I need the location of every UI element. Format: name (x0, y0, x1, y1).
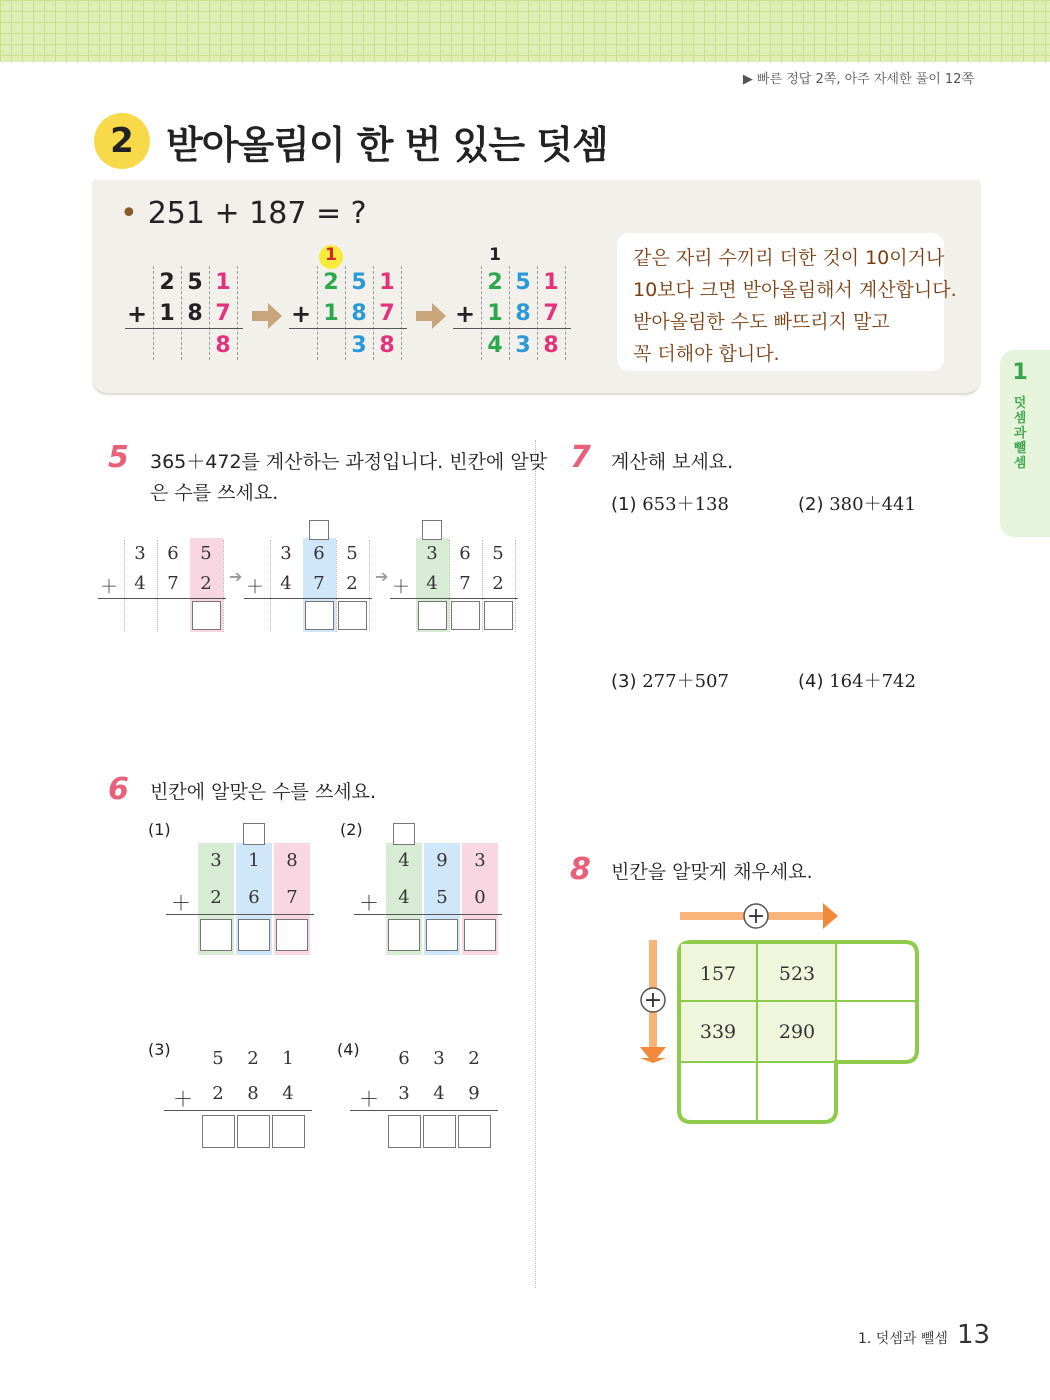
addend-digit: 1 (379, 270, 395, 295)
answer-box[interactable] (451, 601, 480, 630)
column-separator (565, 266, 566, 360)
addend-digit: 5 (436, 887, 448, 908)
addend-digit: 6 (313, 543, 325, 564)
addend-digit: 2 (247, 1048, 259, 1069)
plus-sign: + (454, 300, 476, 328)
column-guide (515, 540, 516, 632)
example-equation: • 251 + 187 = ? (120, 196, 367, 231)
sum-digit: 3 (351, 333, 367, 358)
note-line: 10보다 크면 받아올림해서 계산합니다. (633, 279, 957, 301)
top-grid-band (0, 0, 1050, 62)
chapter-number: 1 (1012, 360, 1028, 385)
answer-box[interactable] (388, 1115, 421, 1148)
answer-box[interactable] (426, 919, 458, 951)
addend-digit: 3 (474, 850, 486, 871)
carry-answer-box[interactable] (309, 520, 329, 540)
grid-answer-cell[interactable] (838, 1003, 915, 1059)
problem-8-text: 빈칸을 알맞게 채우세요. (611, 861, 813, 883)
addend-digit: 3 (426, 543, 438, 564)
sum-line (350, 1110, 498, 1111)
addend-digit: 8 (286, 850, 298, 871)
addend-digit: 9 (468, 1083, 480, 1104)
answer-box[interactable] (238, 919, 270, 951)
answer-box[interactable] (484, 601, 513, 630)
page-number: 13 (957, 1320, 991, 1350)
plus-sign: ＋ (359, 891, 379, 915)
item-label: (2) (798, 494, 824, 515)
addend-digit: 7 (379, 301, 395, 326)
addend-digit: 3 (134, 543, 146, 564)
problem-5-number: 5 (108, 440, 129, 475)
plus-sign: + (290, 300, 312, 328)
addend-digit: 6 (398, 1048, 410, 1069)
item-label: (3) (611, 671, 637, 692)
grid-cell-value: 290 (778, 1021, 816, 1043)
carry-digit: 1 (489, 245, 501, 265)
grid-answer-cell[interactable] (838, 944, 915, 1000)
addend-digit: 1 (282, 1048, 294, 1069)
addend-digit: 8 (247, 1083, 259, 1104)
addend-digit: 7 (215, 301, 231, 326)
addend-digit: 2 (346, 573, 358, 594)
column-separator (237, 266, 238, 360)
plus-sign: + (643, 988, 663, 1013)
grid-answer-cell[interactable] (759, 1064, 834, 1120)
sum-line (164, 1110, 312, 1111)
addend-digit: 7 (313, 573, 325, 594)
addend-digit: 1 (159, 301, 175, 326)
addend-digit: 5 (187, 270, 203, 295)
addend-digit: 6 (167, 543, 179, 564)
sum-line (98, 598, 226, 599)
addend-digit: 6 (248, 887, 260, 908)
plus-sign: ＋ (246, 577, 264, 598)
step-arrow-icon (252, 303, 284, 329)
sum-line (166, 914, 314, 915)
carry-answer-box[interactable] (393, 823, 415, 845)
addend-digit: 2 (200, 573, 212, 594)
addend-digit: 4 (282, 1083, 294, 1104)
footer-section: 1. 덧셈과 뺄셈 (858, 1331, 948, 1347)
plus-sign: + (746, 904, 766, 929)
answer-box[interactable] (272, 1115, 305, 1148)
answer-box[interactable] (338, 601, 367, 630)
answer-box[interactable] (237, 1115, 270, 1148)
problem-7-item-3 (611, 667, 729, 693)
plus-sign: ＋ (173, 1087, 193, 1111)
plus-sign: ＋ (359, 1087, 379, 1111)
arrow-icon: ➔ (229, 567, 243, 586)
addend-digit: 7 (459, 573, 471, 594)
addend-digit: 1 (543, 270, 559, 295)
addend-digit: 5 (200, 543, 212, 564)
addend-digit: 4 (433, 1083, 445, 1104)
problem-8-number: 8 (570, 852, 591, 887)
addend-digit: 5 (492, 543, 504, 564)
addend-digit: 2 (323, 270, 339, 295)
grid-answer-cell[interactable] (681, 1064, 755, 1120)
item-label: (2) (340, 820, 363, 839)
problem-6-number: 6 (108, 772, 129, 807)
problem-6-text: 빈칸에 알맞은 수를 쓰세요. (150, 781, 377, 803)
grid-cell-value: 157 (699, 963, 737, 985)
addend-digit: 5 (346, 543, 358, 564)
addend-digit: 7 (167, 573, 179, 594)
addend-digit: 5 (351, 270, 367, 295)
addend-digit: 4 (398, 887, 410, 908)
problem-5-text-line: 365＋472를 계산하는 과정입니다. 빈칸에 알맞 (150, 451, 548, 473)
horizontal-arrow-head-icon (823, 903, 838, 929)
addend-digit: 4 (280, 573, 292, 594)
addend-digit: 2 (210, 887, 222, 908)
answer-box[interactable] (305, 601, 334, 630)
sum-line (244, 598, 372, 599)
problem-7-item-2 (798, 490, 916, 516)
addend-digit: 2 (468, 1048, 480, 1069)
sum-digit: 8 (379, 333, 395, 358)
plus-sign: ＋ (100, 577, 118, 598)
item-label: (1) (148, 820, 171, 839)
answer-box[interactable] (418, 601, 447, 630)
problem-5-text-line: 은 수를 쓰세요. (150, 482, 279, 504)
sum-digit: 8 (215, 333, 231, 358)
problem-7-text: 계산해 보세요. (611, 451, 734, 473)
addend-digit: 4 (426, 573, 438, 594)
column-guide (223, 540, 224, 632)
addend-digit: 2 (212, 1083, 224, 1104)
item-expression: 277＋507 (642, 671, 729, 692)
vertical-arrow-head-icon (640, 1047, 666, 1063)
item-label: (4) (337, 1040, 360, 1059)
answer-box[interactable] (388, 919, 420, 951)
grid-cell-value: 523 (778, 963, 816, 985)
grid-cell-value: 339 (699, 1021, 737, 1043)
item-expression: 653＋138 (642, 494, 729, 515)
problem-5-text (150, 447, 547, 474)
problem-7-item-1 (611, 490, 729, 516)
section-number-badge: 2 (94, 113, 150, 169)
item-expression: 380＋441 (829, 494, 916, 515)
problem-7-number: 7 (570, 440, 591, 475)
sum-digit: 3 (515, 333, 531, 358)
carry-answer-box[interactable] (243, 823, 265, 845)
addend-digit: 7 (543, 301, 559, 326)
addend-digit: 4 (134, 573, 146, 594)
note-line: 같은 자리 수끼리 더한 것이 10이거나 (633, 247, 945, 269)
answer-box[interactable] (458, 1115, 491, 1148)
chapter-label: 덧셈과 뺄셈 (1013, 396, 1027, 471)
item-label: (1) (611, 494, 637, 515)
sum-line (125, 328, 243, 329)
note-line: 받아올림한 수도 빠뜨리지 말고 (633, 311, 890, 333)
addend-digit: 3 (398, 1083, 410, 1104)
addend-digit: 1 (487, 301, 503, 326)
addend-digit: 8 (351, 301, 367, 326)
plus-sign: ＋ (392, 577, 410, 598)
addend-digit: 8 (515, 301, 531, 326)
addend-digit: 3 (280, 543, 292, 564)
addend-digit: 5 (515, 270, 531, 295)
column-separator (401, 266, 402, 360)
example-equation-text: 251 + 187 = ? (147, 196, 367, 231)
addend-digit: 8 (187, 301, 203, 326)
answer-box[interactable] (464, 919, 496, 951)
problem-7-item-4 (798, 667, 916, 693)
addend-digit: 6 (459, 543, 471, 564)
addend-digit: 2 (159, 270, 175, 295)
answer-box[interactable] (200, 919, 232, 951)
addend-digit: 9 (436, 850, 448, 871)
answer-box[interactable] (276, 919, 308, 951)
section-title: 받아올림이 한 번 있는 덧셈 (166, 123, 608, 167)
addend-digit: 1 (215, 270, 231, 295)
sum-line (390, 598, 518, 599)
sum-line (354, 914, 502, 915)
column-divider (535, 440, 536, 1288)
plus-sign: + (126, 300, 148, 328)
addend-digit: 3 (433, 1048, 445, 1069)
column-guide (369, 540, 370, 632)
sum-digit: 4 (487, 333, 503, 358)
carry-digit: 1 (325, 245, 337, 265)
addend-digit: 1 (248, 850, 260, 871)
addend-digit: 2 (492, 573, 504, 594)
explanation-note (617, 233, 957, 371)
addend-digit: 4 (398, 850, 410, 871)
answer-box[interactable] (423, 1115, 456, 1148)
addend-digit: 2 (487, 270, 503, 295)
carry-answer-box[interactable] (422, 520, 442, 540)
addend-digit: 5 (212, 1048, 224, 1069)
item-label: (4) (798, 671, 824, 692)
arrow-icon: ➔ (375, 567, 389, 586)
addend-digit: 0 (474, 887, 486, 908)
item-expression: 164＋742 (829, 671, 916, 692)
answer-box[interactable] (192, 601, 221, 630)
plus-sign: ＋ (171, 891, 191, 915)
note-line: 꼭 더해야 합니다. (633, 343, 780, 365)
problem-5-text (150, 478, 278, 505)
item-label: (3) (148, 1040, 171, 1059)
answer-box[interactable] (202, 1115, 235, 1148)
sum-line (453, 328, 571, 329)
sum-digit: 8 (543, 333, 559, 358)
step-arrow-icon (416, 303, 448, 329)
addend-digit: 3 (210, 850, 222, 871)
addend-digit: 7 (286, 887, 298, 908)
answer-reference: ▶ 빠른 정답 2쪽, 아주 자세한 풀이 12쪽 (742, 72, 974, 87)
addend-digit: 1 (323, 301, 339, 326)
sum-line (289, 328, 407, 329)
